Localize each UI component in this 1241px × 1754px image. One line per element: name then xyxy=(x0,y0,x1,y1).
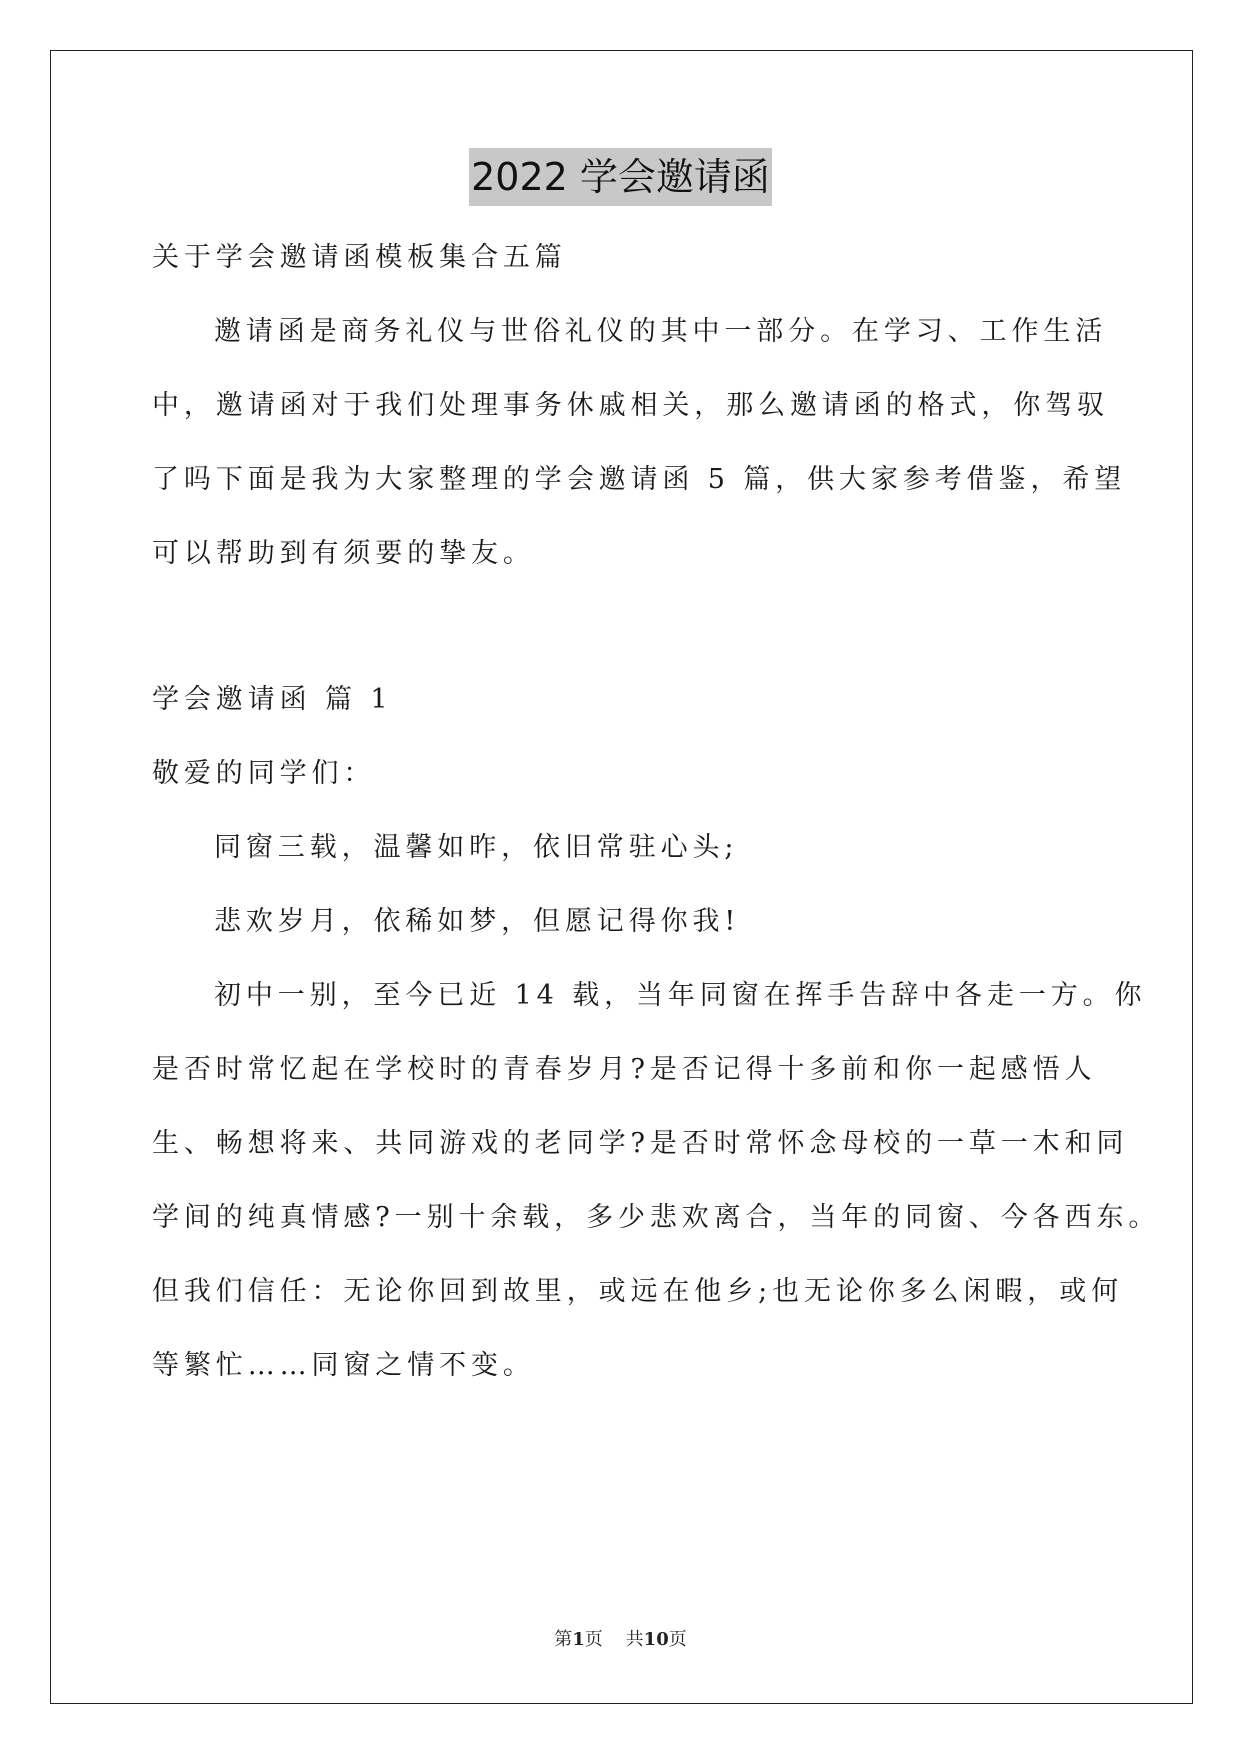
salutation: 敬爱的同学们： xyxy=(152,758,376,789)
page-border xyxy=(50,50,1193,1704)
page-prefix: 第 xyxy=(554,1629,573,1650)
page-suffix: 页 xyxy=(584,1629,603,1650)
section-heading: 学会邀请函 篇 1 xyxy=(152,684,393,715)
total-pages: 10 xyxy=(643,1629,669,1650)
intro-line-2: 中，邀请函对于我们处理事务休戚相关，那么邀请函的格式，你驾驭 xyxy=(152,390,1109,421)
body-line-6: 等繁忙……同窗之情不变。 xyxy=(152,1350,535,1381)
body-line-4: 学间的纯真情感?一别十余载，多少悲欢离合，当年的同窗、今各西东。 xyxy=(152,1202,1161,1233)
body-line-5: 但我们信任：无论你回到故里，或远在他乡;也无论你多么闲暇，或何 xyxy=(152,1276,1123,1307)
document-title: 2022 学会邀请函 xyxy=(469,148,772,206)
body-line-3: 生、畅想将来、共同游戏的老同学?是否时常怀念母校的一草一木和同 xyxy=(152,1128,1129,1159)
body-line-1: 初中一别，至今已近 14 载，当年同窗在挥手告辞中各走一方。你 xyxy=(214,980,1147,1011)
total-prefix: 共 xyxy=(625,1629,644,1650)
intro-line-4: 可以帮助到有须要的挚友。 xyxy=(152,538,535,569)
poem-line-2: 悲欢岁月，依稀如梦，但愿记得你我! xyxy=(214,906,741,937)
total-suffix: 页 xyxy=(668,1629,687,1650)
poem-line-1: 同窗三载，温馨如昨，依旧常驻心头; xyxy=(214,832,739,863)
page-footer xyxy=(0,1628,1241,1652)
intro-line-1: 邀请函是商务礼仪与世俗礼仪的其中一部分。在学习、工作生活 xyxy=(214,316,1108,347)
title-container xyxy=(0,148,1241,206)
page-number: 1 xyxy=(572,1629,585,1650)
document-subtitle: 关于学会邀请函模板集合五篇 xyxy=(152,242,567,273)
intro-line-3: 了吗下面是我为大家整理的学会邀请函 5 篇，供大家参考借鉴，希望 xyxy=(152,464,1127,495)
body-line-2: 是否时常忆起在学校时的青春岁月?是否记得十多前和你一起感悟人 xyxy=(152,1054,1097,1085)
